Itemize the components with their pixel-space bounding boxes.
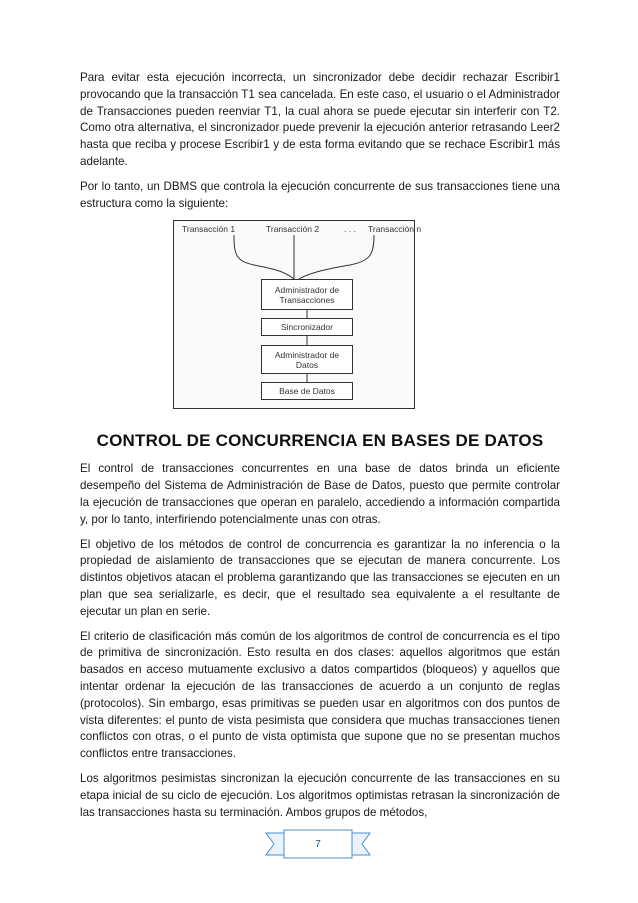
diagram-connectors: [174, 221, 414, 408]
page-number-ribbon: [258, 829, 378, 863]
intro-paragraph-2: Por lo tanto, un DBMS que controla la ejecución concurrente de sus transacciones tiene una estructura como la siguiente:: [80, 179, 560, 210]
intro-paragraph-1: Para evitar esta ejecución incorrecta, un sincronizador debe decidir rechazar Escribir1 provocando que la transacción T1 sea cancelada. En este caso, el usuario o el Administrador de Transacciones pueden reenviar T1, la cual ahora se puede ejecutar sin interferir con T2. Como otra alternativa, el sincronizador puede prevenir la ejecución anterior retrasando Leer2 hasta que reciba y procese Escribir1 y de esta forma evitando que se rechace Escribir1 más adelante.: [80, 71, 560, 168]
database-box: Base de Datos: [261, 382, 353, 400]
section-paragraph-2: El objetivo de los métodos de control de concurrencia es garantizar la no inferencia o la propiedad de aislamiento de transacciones que se ejecutan de manera concurrente. Los distintos objetivos atacan el problema garantizando que las transacciones se ejecuten en un plan que sea serializarle, es decir, que el resultado sea equivalente a el resultante de ejecutar un plan en serie.: [80, 537, 560, 618]
dbms-architecture-diagram: [173, 220, 422, 409]
section-paragraph-1: El control de transacciones concurrentes en una base de datos brinda un eficiente desempeño del Sistema de Administración de Base de Datos, puesto que permite controlar la ejecución de transacciones que operan en paralelo, accediendo a información compartida y, por lo tanto, interfiriendo potencialmente unas con otras.: [80, 462, 560, 526]
page-content: [80, 70, 560, 829]
section-title: CONTROL DE CONCURRENCIA EN BASES DE DATOS: [96, 431, 544, 451]
synchronizer-box: Sincronizador: [261, 318, 353, 336]
data-manager-box: Administrador de Datos: [261, 345, 353, 374]
section-paragraph-3: El criterio de clasificación más común de los algoritmos de control de concurrencia es el tipo de primitiva de sincronización. Esto resulta en dos clases: aquellos algoritmos que están basados en acceso mutuamente exclusivo a datos compartidos (bloqueos) y aquellos que intentar ordenar la ejecución de las transacciones de acuerdo a un conjunto de reglas (protocolos). Sin embargo, esas primitivas se pueden usar en algoritmos con dos puntos de vista diferentes: el punto de vista pesimista que considera que muchas transacciones tienen conflictos con otras, o el punto de vista optimista que supone que no se presentan muchos conflictos entre transacciones.: [80, 629, 560, 761]
section-paragraph-4: Los algoritmos pesimistas sincronizan la ejecución concurrente de las transacciones en su etapa inicial de su ciclo de ejecución. Los algoritmos optimistas retrasan la sincronización de las transacciones hasta su terminación. Ambos grupos de métodos,: [80, 771, 560, 819]
transaction-ellipsis-label: . . .: [344, 224, 356, 235]
transaction-n-label: Transacción n: [368, 224, 422, 235]
transaction-2-label: Transacción 2: [266, 224, 320, 235]
page-number: 7: [315, 839, 321, 850]
transaction-manager-box: Administrador de Transacciones: [261, 279, 353, 310]
transaction-1-label: Transacción 1: [182, 224, 236, 235]
